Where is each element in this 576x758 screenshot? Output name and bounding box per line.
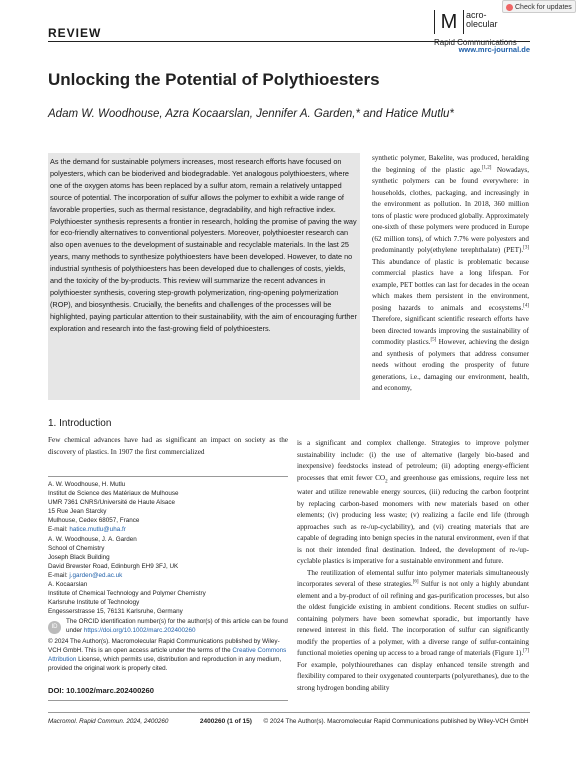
orcid-note: The ORCID identification number(s) for the author(s) of this article can be found under https://doi.org/10.1002/marc.202400260 [66,618,288,635]
affiliations-divider [48,476,288,477]
email-link[interactable]: j.garden@ed.ac.uk [69,571,123,579]
logo-bracket: M [434,10,464,34]
article-title: Unlocking the Potential of Polythioesters [48,70,380,89]
doi-label: DOI: 10.1002/marc.202400260 [48,686,154,695]
logo-text: acro- olecular [466,10,498,29]
affiliation-line: School of Chemistry [48,544,105,552]
page-footer [48,718,530,725]
section-heading: 1. Introduction [48,418,112,429]
journal-url-link[interactable]: www.mrc-journal.de [458,45,530,54]
check-updates-label: Check for updates [515,4,572,11]
doi-divider [48,700,288,701]
orcid-icon[interactable]: ID [48,621,61,634]
affiliation-line: Institut de Science des Matériaux de Mulhouse [48,490,179,498]
footer-citation: Macromol. Rapid Commun. 2024, 2400260 [48,718,169,725]
logo-subtitle: Rapid Communications [434,38,517,47]
affiliation-line: 15 Rue Jean Starcky [48,508,107,516]
affiliation-line: A. W. Woodhouse, H. Mutlu [48,481,126,488]
section-label: REVIEW [48,26,102,40]
copyright-notice: © 2024 The Author(s). Macromolecular Rapid Communications published by Wiley-VCH GmbH. This is an open access article under the terms of the Creative Commons Attribution License, which permits use, distribution and reproduction in any medium, provided the original work is properly cited. [48,638,287,673]
orcid-copyright-block [48,617,288,674]
affiliation-line: Joseph Black Building [48,553,110,561]
email-link[interactable]: hatice.mutlu@uha.fr [69,526,126,534]
journal-logo [432,8,536,50]
affiliation-line: E-mail: j.garden@ed.ac.uk [48,571,123,579]
footer-divider [48,712,530,713]
footer-copyright: © 2024 The Author(s). Macromolecular Rapid Communications published by Wiley-VCH GmbH [263,718,529,725]
affiliation-line: Mulhouse, Cedex 68057, France [48,517,140,525]
footer-page-number: 2400260 (1 of 15) [199,718,252,725]
orcid-link[interactable]: https://doi.org/10.1002/marc.202400260 [83,627,196,635]
abstract-text: As the demand for sustainable polymers increases, most research efforts have focused on polyesters, which can be bioderived and biodegradable. Yet analogous polythioesters, where one of the oxygen atoms has been replaced by a sulfur atom, remain a relatively untapped source of potential. The incorporation of sulfur allows the polymer to exhibit a wide range of favorable properties, such as thermal resistance, degradability, and high refractive index. Polythioester synthesis represents a frontier in research, holding the promise of paving the way for eco-friendly alternatives to conventional polyesters. Moreover, polythioester research can also open avenues to the development of sustainable and recyclable materials. In the last 25 years, many methods to synthesize polythioesters have been developed. However, to date no industrial synthesis of polythioesters has been developed due to challenges of costs, yields, and the toxicity of the by-products. This review will summarize the recent advances in polythioester synthesis, covering step-growth polymerization, ring-opening polymerization (ROP), and biosynthesis. Crucially, the benefits and challenges of the processes will be highlighted, paying particular attention to their sustainability, with the aim of encouraging further exploration and research into the fast-growing field of polythioesters. [50,157,357,333]
body-text-right-bottom: is a significant and complex challenge. Strategies to improve polymer sustainability include: (i) the use of alternative (largely bio-based and inexpensive) feedstocks instead of petroleum; (ii) adopting energy-efficient processes that emit fewer $CO_2$ and greenhouse gas emissions, require less net water and utilize renewable energy sources, (iii) reducing the carbon footprint by replacing carbon-based monomers with new materials based on other elements; (iv) producing less waste; (v) realizing a facile end life (through approaches such as re-/up-cyclability), and (vi) creating materials that are capable of degrading into benign species in the natural environment, even if that is not their intended final destination. Indeed, the development of re-/up-cyclable plastics is imperative for a sustainable environment and future. The reutilization of elemental sulfur into polymer materials simultaneously incorporates several of these strategies.[6] Sulfur is not only a highly abundant element and a by-product of oil refining and gas-purification processes, but also the oldest fungicide existing in ambient conditions. Recent studies on sulfur-containing polymers have been somewhat sporadic, but importantly have renewed interest in this field. The incorporation of sulfur can significantly modify the properties of a polymer, with a diverse range of sulfur-containing functional moieties opening up access to a broad range of materials (Figure 1).[7] For example, polythiourethanes can display enhanced tensile strength and flexibility compared to their oxygenated counterparts (polyurethanes), due to the strong hydrogen bonding ability [297,439,529,692]
affiliation-line: A. Kocaarslan [48,581,88,589]
affiliation-line: E-mail: hatice.mutlu@uha.fr [48,526,126,534]
affiliation-line: David Brewster Road, Edinburgh EH9 3FJ, UK [48,562,179,570]
body-text-right-top: synthetic polymer, Bakelite, was produced, heralding the beginning of the plastic age.[1,2] Nowadays, synthetic polymers can be found everywhere: in households, clothes, packaging, and increasingly in the environment as pollution. In 2018, 360 million tons of plastic were produced globally. Approximately one-sixth of these polymers were produced in Europe (62 million tons), of which 7.7% were polyesters and predominantly poly(ethylene terephthalate) (PET).[3] This abundance of plastic is problematic because commercial plastics have a long lifespan. For example, PET bottles can last for decades in the ocean which makes them persistent in the environment, posing hazards to animals and ecosystems.[4] Therefore, significant scientific research efforts have been directed towards improving the sustainability of commodity plastics.[5] However, achieving the design and synthesis of polymers that address consumer needs without eroding the prosperity of future generations, i.e., damaging our environment, health, and economy, [372,154,529,392]
affiliation-line: Institute of Chemical Technology and Polymer Chemistry [48,590,206,598]
affiliations-block [48,476,288,616]
affiliation-line: Engesserstrasse 15, 76131 Karlsruhe, Germany [48,608,183,616]
license-link[interactable]: Creative Commons Attribution [48,647,287,664]
affiliation-line: A. W. Woodhouse, J. A. Garden [48,535,137,543]
body-text-intro: Few chemical advances have had as significant an impact on society as the discovery of plastics. In 1907 the first commercialized [48,436,288,456]
affiliation-line: Karlsruhe Institute of Technology [48,599,140,607]
header-divider [48,41,530,42]
affiliation-lines [48,480,288,616]
author-list: Adam W. Woodhouse, Azra Kocaarslan, Jennifer A. Garden,* and Hatice Mutlu* [48,108,454,120]
affiliation-line: UMR 7361 CNRS/Université de Haute Alsace [48,499,176,507]
